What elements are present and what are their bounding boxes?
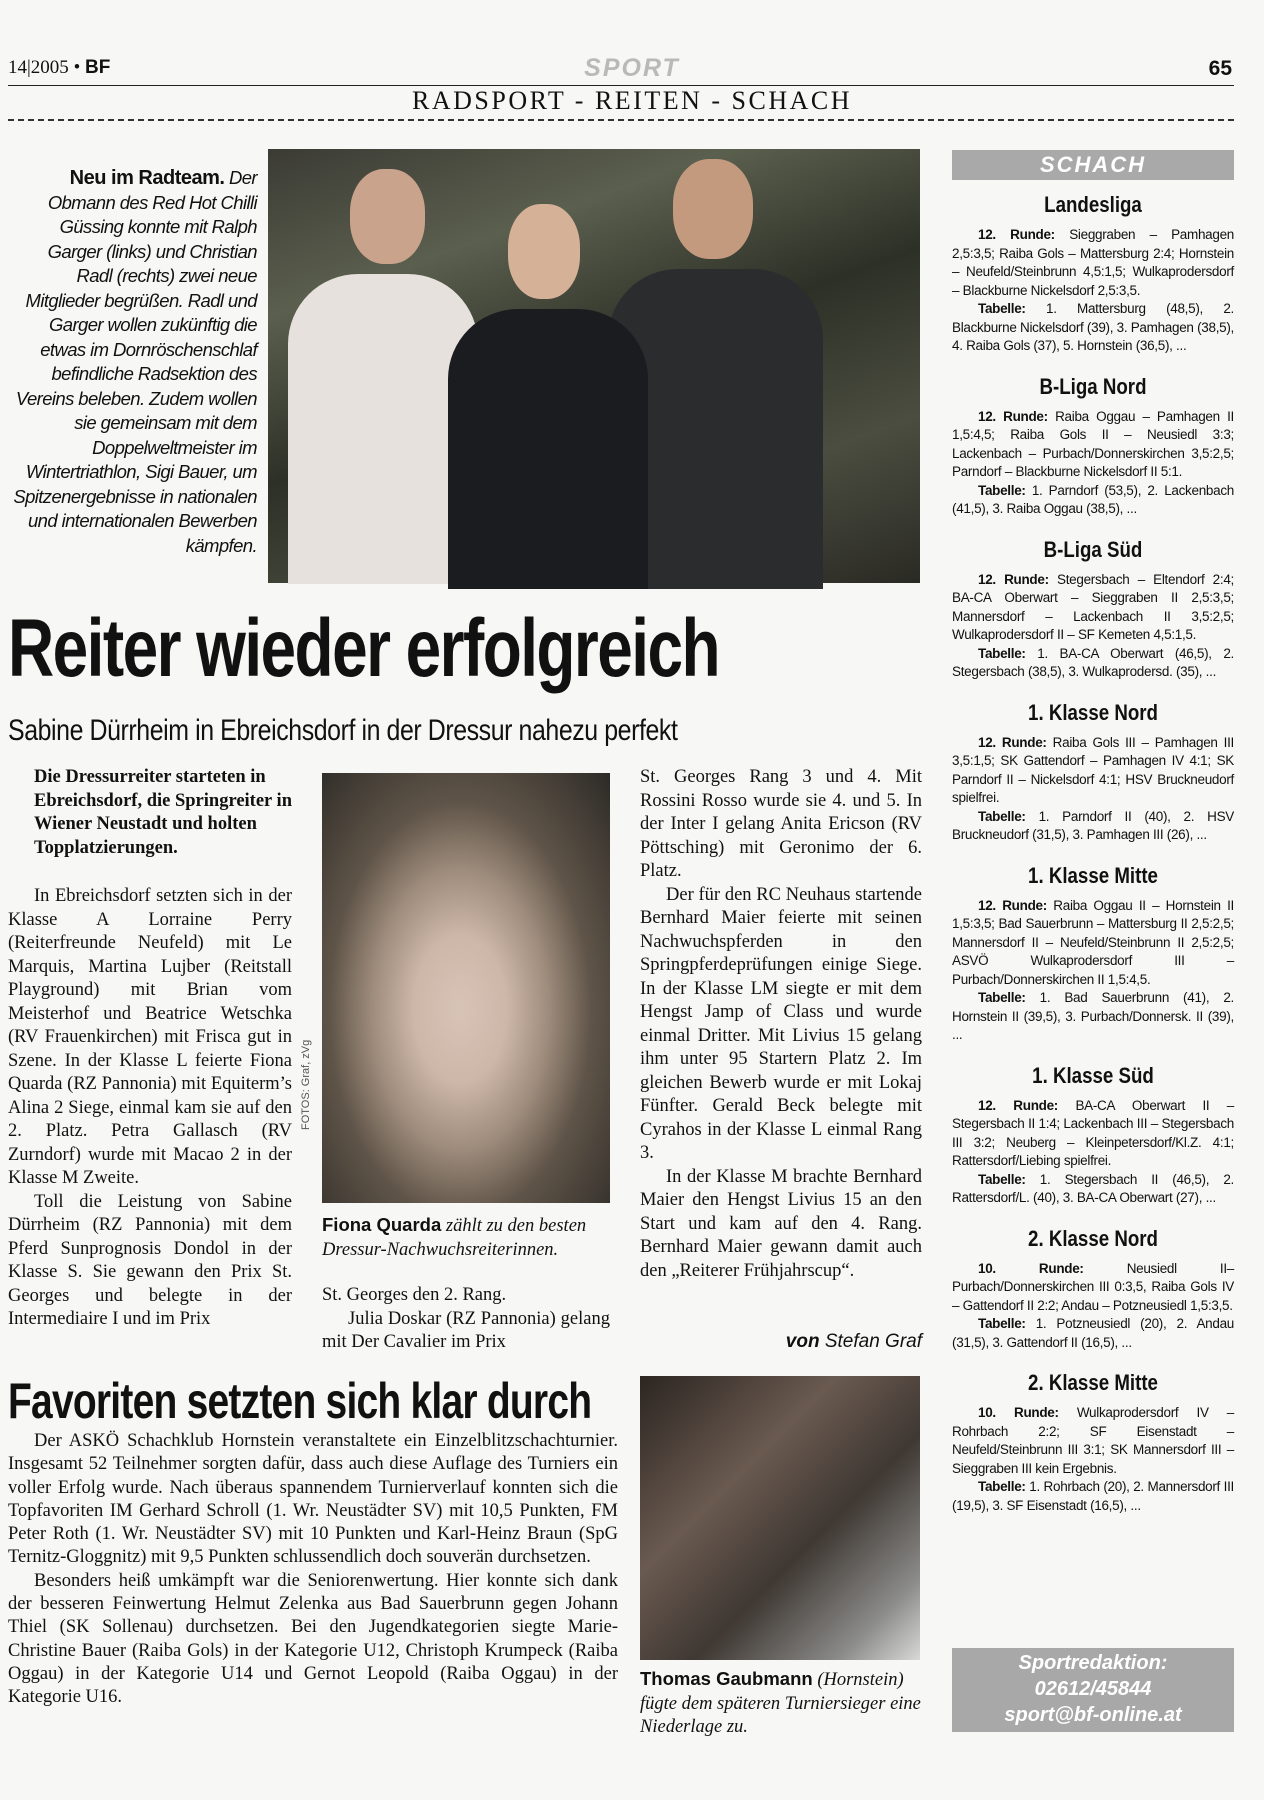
- round-label: 12. Runde:: [978, 408, 1048, 424]
- league-name: 1. Klasse Süd: [1032, 1062, 1154, 1088]
- header-bullet: •: [73, 57, 81, 78]
- schach-banner: SCHACH: [952, 150, 1234, 180]
- round-results: Neusiedl II– Purbach/Donnerskirchen III 0:3,5, Raiba Gols IV – Gattendorf II 2:2; Andau – Potzneusiedl 1,5:3,5.: [952, 1260, 1234, 1313]
- table-standings: 1. Rohrbach (20), 2. Mannersdorf III (19,5), 3. SF Eisenstadt (16,5), ...: [952, 1479, 1234, 1513]
- league-results: [952, 408, 1234, 519]
- table-standings: 1. Bad Sauerbrunn (41), 2. Hornstein II (39,5), 3. Purbach/Donnersk. II (39), ...: [952, 990, 1234, 1042]
- league-results: [952, 734, 1234, 845]
- league-block: [952, 696, 1234, 845]
- league-name: Landesliga: [1044, 192, 1142, 217]
- caption-text: (Hornstein) fügte dem späteren Turniersieger eine Niederlage zu.: [640, 1670, 921, 1737]
- chess-results-sidebar: [952, 188, 1234, 1529]
- fiona-photo-caption: [322, 1213, 622, 1262]
- table-label: Tabelle:: [978, 1316, 1026, 1331]
- league-block: [952, 1366, 1234, 1515]
- paragraph: Der ASKÖ Schachklub Hornstein veranstaltete ein Einzelblitzschachturnier. Insgesamt 52 Teilnehmer sorgten dafür, dass auch diese Auflage des Turniers ein voller Erfolg wurde. Nach überaus spannendem Turnierverlauf konnten sich die Topfavoriten IM Gerhard Schroll (1. Wr. Neustädter SV) mit 10,5 Punkten, FM Peter Roth (1. Wr. Neustädter SV) mit 10 Punkten und Karl-Heinz Braun (SpG Ternitz-Gloggnitz) mit 9,5 Punkten schlussendlich doch souverän durchsetzen.: [8, 1431, 618, 1568]
- photo-caption-radteam: [12, 166, 257, 558]
- paragraph: Besonders heiß umkämpft war die Seniorenwertung. Hier konnte sich dank der besseren Feinwertung Helmut Zelenka aus Bad Sauerbrunn gegen Johann Thiel (SK Sollenau) durchsetzen. Bei den Jugendkategorien siegte Marie-Christine Bauer (Raiba Gols) in der Kategorie U12, Christoph Krumpeck (Raiba Oggau) in der Kategorie U14 und Gernot Leopold (Raiba Oggau) in der Kategorie U16.: [8, 1570, 618, 1708]
- subsection-title: RADSPORT - REITEN - SCHACH: [412, 86, 852, 115]
- paragraph: Julia Doskar (RZ Pannonia) gelang mit Der Cavalier im Prix: [322, 1308, 610, 1352]
- radteam-photo: [268, 149, 920, 583]
- round-results: Stegersbach – Eltendorf 2:4; BA-CA Oberwart – Sieggraben II 2,5:3,5; Mannersdorf – Lackenbach II 3,5:2,5; Wulkaprodersdorf II – SF Kemeten 4,5:1,5.: [952, 571, 1234, 642]
- person-left-head: [350, 169, 425, 264]
- league-block: [952, 188, 1234, 356]
- league-results: [952, 897, 1234, 1045]
- contact-email: sport@bf-online.at: [1004, 1704, 1182, 1726]
- caption-lead: Neu im Radteam.: [69, 167, 225, 189]
- table-label: Tabelle:: [978, 645, 1026, 661]
- league-name: 2. Klasse Nord: [1028, 1225, 1158, 1251]
- league-block: [952, 370, 1234, 519]
- table-label: Tabelle:: [978, 1479, 1026, 1494]
- article-headline: Reiter wieder erfolgreich: [8, 603, 720, 694]
- round-results: Wulkaprodersdorf IV – Rohrbach 2:2; SF Eisenstadt – Neufeld/Steinbrunn III 3:1; SK Mannersdorf III – Sieggraben III kein Ergebnis.: [952, 1405, 1235, 1476]
- table-standings: 1. BA-CA Oberwart (46,5), 2. Stegersbach (38,5), 3. Wulkaprodersd. (35), ...: [952, 645, 1235, 679]
- header-dashed-rule: [8, 119, 1234, 121]
- league-results: [952, 226, 1234, 356]
- article-lead: Die Dressurreiter starteten in Ebreichsdorf, die Springreiter in Wiener Neustadt und holten Topplatzierungen.: [34, 767, 292, 858]
- article-column-3: [640, 766, 922, 1283]
- chess-player-photo: [640, 1376, 920, 1660]
- publication-name: BF: [84, 57, 111, 78]
- round-results: Raiba Oggau II – Hornstein II 1,5:3,5; Bad Sauerbrunn – Mattersburg II 2,5:2,5; Mannersdorf II – Neufeld/Steinbrunn II 2,5:2,5; ASVÖ Wulkaprodersdorf III – Purbach/Donnerskirchen II 1,5:4,5.: [952, 897, 1234, 987]
- round-results: BA-CA Oberwart II – Stegersbach II 1:4; Lackenbach III – Stegersbach III 3:2; Neuberg – Kleinpetersdorf/Kl.Z. 4:1; Rattersdorf/Liebing spielfrei.: [952, 1097, 1235, 1168]
- round-label: 12. Runde:: [978, 571, 1049, 587]
- contact-title: Sportredaktion:: [1018, 1652, 1168, 1674]
- article-subheadline: Sabine Dürrheim in Ebreichsdorf in der Dressur nahezu perfekt: [8, 714, 678, 747]
- table-standings: 1. Stegersbach II (46,5), 2. Rattersdorf/L. (40), 3. BA-CA Oberwart (27), ...: [952, 1171, 1234, 1205]
- sportredaktion-contact-box: [952, 1648, 1234, 1732]
- table-label: Tabelle:: [978, 990, 1026, 1005]
- caption-text: zählt zu den besten Dressur-Nachwuchsreiterinnen.: [322, 1216, 587, 1260]
- article-author: [640, 1331, 922, 1353]
- chess-photo-caption: [640, 1667, 930, 1740]
- round-label: 12. Runde:: [978, 227, 1055, 242]
- table-standings: 1. Parndorf II (40), 2. HSV Bruckneudorf (31,5), 3. Pamhagen III (26), ...: [952, 808, 1235, 842]
- author-prefix: von: [785, 1331, 820, 1352]
- round-results: Raiba Gols III – Pamhagen III 3,5:1,5; SK Gattendorf – Pamhagen IV 4:1; SK Parndorf II – Nickelsdorf 4:1; HSV Bruckneudorf spielfrei.: [952, 734, 1234, 805]
- fiona-quarda-photo: [322, 773, 610, 1203]
- paragraph: St. Georges Rang 3 und 4. Mit Rossini Rosso wurde sie 4. und 5. In der Inter I gelang Anita Ericson (RV Pöttsching) mit Geronimo der 6. Platz.: [640, 767, 922, 881]
- league-name: 2. Klasse Mitte: [1028, 1370, 1158, 1395]
- round-label: 12. Runde:: [978, 1097, 1058, 1113]
- round-label: 10. Runde:: [978, 1405, 1059, 1420]
- caption-text: Der Obmann des Red Hot Chilli Güssing konnte mit Ralph Garger (links) und Christian Radl (rechts) zwei neue Mitglieder begrüßen. Radl und Garger wollen zukünftig die etwas im Dornröschenschlaf befindliche Radsektion des Vereins beleben. Zudem wollen sie gemeinsam mit dem Doppelweltmeister im Wintertriathlon, Sigi Bauer, um Spitzenergebnisse in nationalen und internationalen Bewerben kämpfen.: [13, 167, 257, 556]
- league-name: 1. Klasse Nord: [1028, 699, 1158, 725]
- caption-name: Fiona Quarda: [322, 1214, 442, 1235]
- round-label: 10. Runde:: [978, 1260, 1084, 1276]
- paragraph: Der für den RC Neuhaus startende Bernhard Maier feierte mit seinen Nachwuchspferden in den Springpferdeprüfungen einige Siege. In der Klasse LM siegte er mit dem Hengst Jamp of Class und wurde einmal Dritter. Mit Livius 15 gelang ihm unter 95 Startern Platz 2. Im gleichen Bewerb wurde er mit Lokaj Fünfter. Gerald Beck belegte mit Cyrahos in der Klasse L einmal Rang 3.: [640, 884, 922, 1163]
- league-block: [952, 1059, 1234, 1208]
- article-column-2: [322, 1284, 610, 1355]
- league-results: [952, 1097, 1234, 1208]
- paragraph: In Ebreichsdorf setzten sich in der Klasse A Lorraine Perry (Reiterfreunde Neufeld) mit Le Marquis, Martina Lujber (Reitstall Playground) mit Brian vom Meisterhof und Beatrice Wetschka (RV Frauenkirchen) mit Frisca gut in Szene. In der Klasse L feierte Fiona Quarda (RZ Pannonia) mit Equiterm’s Alina 2 Siege, einmal kam sie auf den 2. Platz. Petra Gallasch (RV Zurndorf) wurde mit Macao 2 in der Klasse M Zweite.: [8, 886, 292, 1188]
- league-block: [952, 859, 1234, 1045]
- article-column-1: [8, 885, 292, 1332]
- round-results: Raiba Oggau – Pamhagen II 1,5:4,5; Raiba Gols II – Neusiedl 3:3; Lackenbach – Purbach/Donnerskirchen 3,5:2,5; Parndorf – Blackburne Nickelsdorf II 5:1.: [952, 408, 1234, 479]
- table-standings: 1. Potzneusiedl (20), 2. Andau (31,5), 3. Gattendorf II (16,5), ...: [952, 1316, 1234, 1350]
- person-middle-head: [508, 204, 580, 299]
- league-name: 1. Klasse Mitte: [1028, 862, 1158, 888]
- round-results: Sieggraben – Pamhagen 2,5:3,5; Raiba Gols – Mattersburg 2:4; Hornstein – Neufeld/Steinbrunn 4,5:1,5; Wulkaprodersdorf – Blackburne Nickelsdorf 2,5:3,5.: [952, 227, 1234, 298]
- table-standings: 1. Mattersburg (48,5), 2. Blackburne Nickelsdorf (39), 3. Pamhagen (38,5), 4. Raiba Gols (37), 5. Hornstein (36,5), ...: [952, 301, 1234, 353]
- paragraph: St. Georges den 2. Rang.: [322, 1285, 507, 1305]
- league-block: [952, 533, 1234, 682]
- person-middle-body: [448, 309, 648, 589]
- league-results: [952, 1404, 1234, 1515]
- issue-number: 14|2005: [8, 57, 69, 78]
- author-name: Stefan Graf: [824, 1331, 922, 1352]
- league-results: [952, 1260, 1234, 1353]
- round-label: 12. Runde:: [978, 734, 1047, 750]
- section-title: SPORT: [584, 54, 680, 82]
- table-standings: 1. Parndorf (53,5), 2. Lackenbach (41,5), 3. Raiba Oggau (38,5), ...: [952, 482, 1235, 516]
- caption-name: Thomas Gaubmann: [640, 1668, 813, 1689]
- table-label: Tabelle:: [978, 1171, 1026, 1187]
- paragraph: In der Klasse M brachte Bernhard Maier den Hengst Livius 15 an den Start und kam auf den 4. Rang. Bernhard Maier gewann damit auch den „Reiterer Frühjahrscup“.: [640, 1166, 922, 1281]
- league-name: B-Liga Nord: [1039, 373, 1147, 399]
- table-label: Tabelle:: [978, 301, 1026, 316]
- paragraph: Toll die Leistung von Sabine Dürrheim (RZ Pannonia) mit dem Pferd Sunprognosis Dondol in der Klasse S. Sie gewann den Prix St. Georges und belegte in der Intermediaire I und im Prix: [8, 1191, 292, 1329]
- league-block: [952, 1222, 1234, 1353]
- photo-credit: FOTOS: Graf, zVg: [300, 1039, 312, 1130]
- table-label: Tabelle:: [978, 482, 1026, 498]
- person-right-head: [673, 159, 753, 259]
- round-label: 12. Runde:: [978, 897, 1047, 913]
- table-label: Tabelle:: [978, 808, 1026, 824]
- chess-article-headline: Favoriten setzten sich klar durch: [8, 1373, 592, 1429]
- league-results: [952, 571, 1234, 682]
- league-name: B-Liga Süd: [1043, 536, 1143, 562]
- page-number: 65: [1208, 57, 1232, 80]
- contact-phone: 02612/45844: [1034, 1678, 1152, 1700]
- chess-article-body: [8, 1430, 618, 1710]
